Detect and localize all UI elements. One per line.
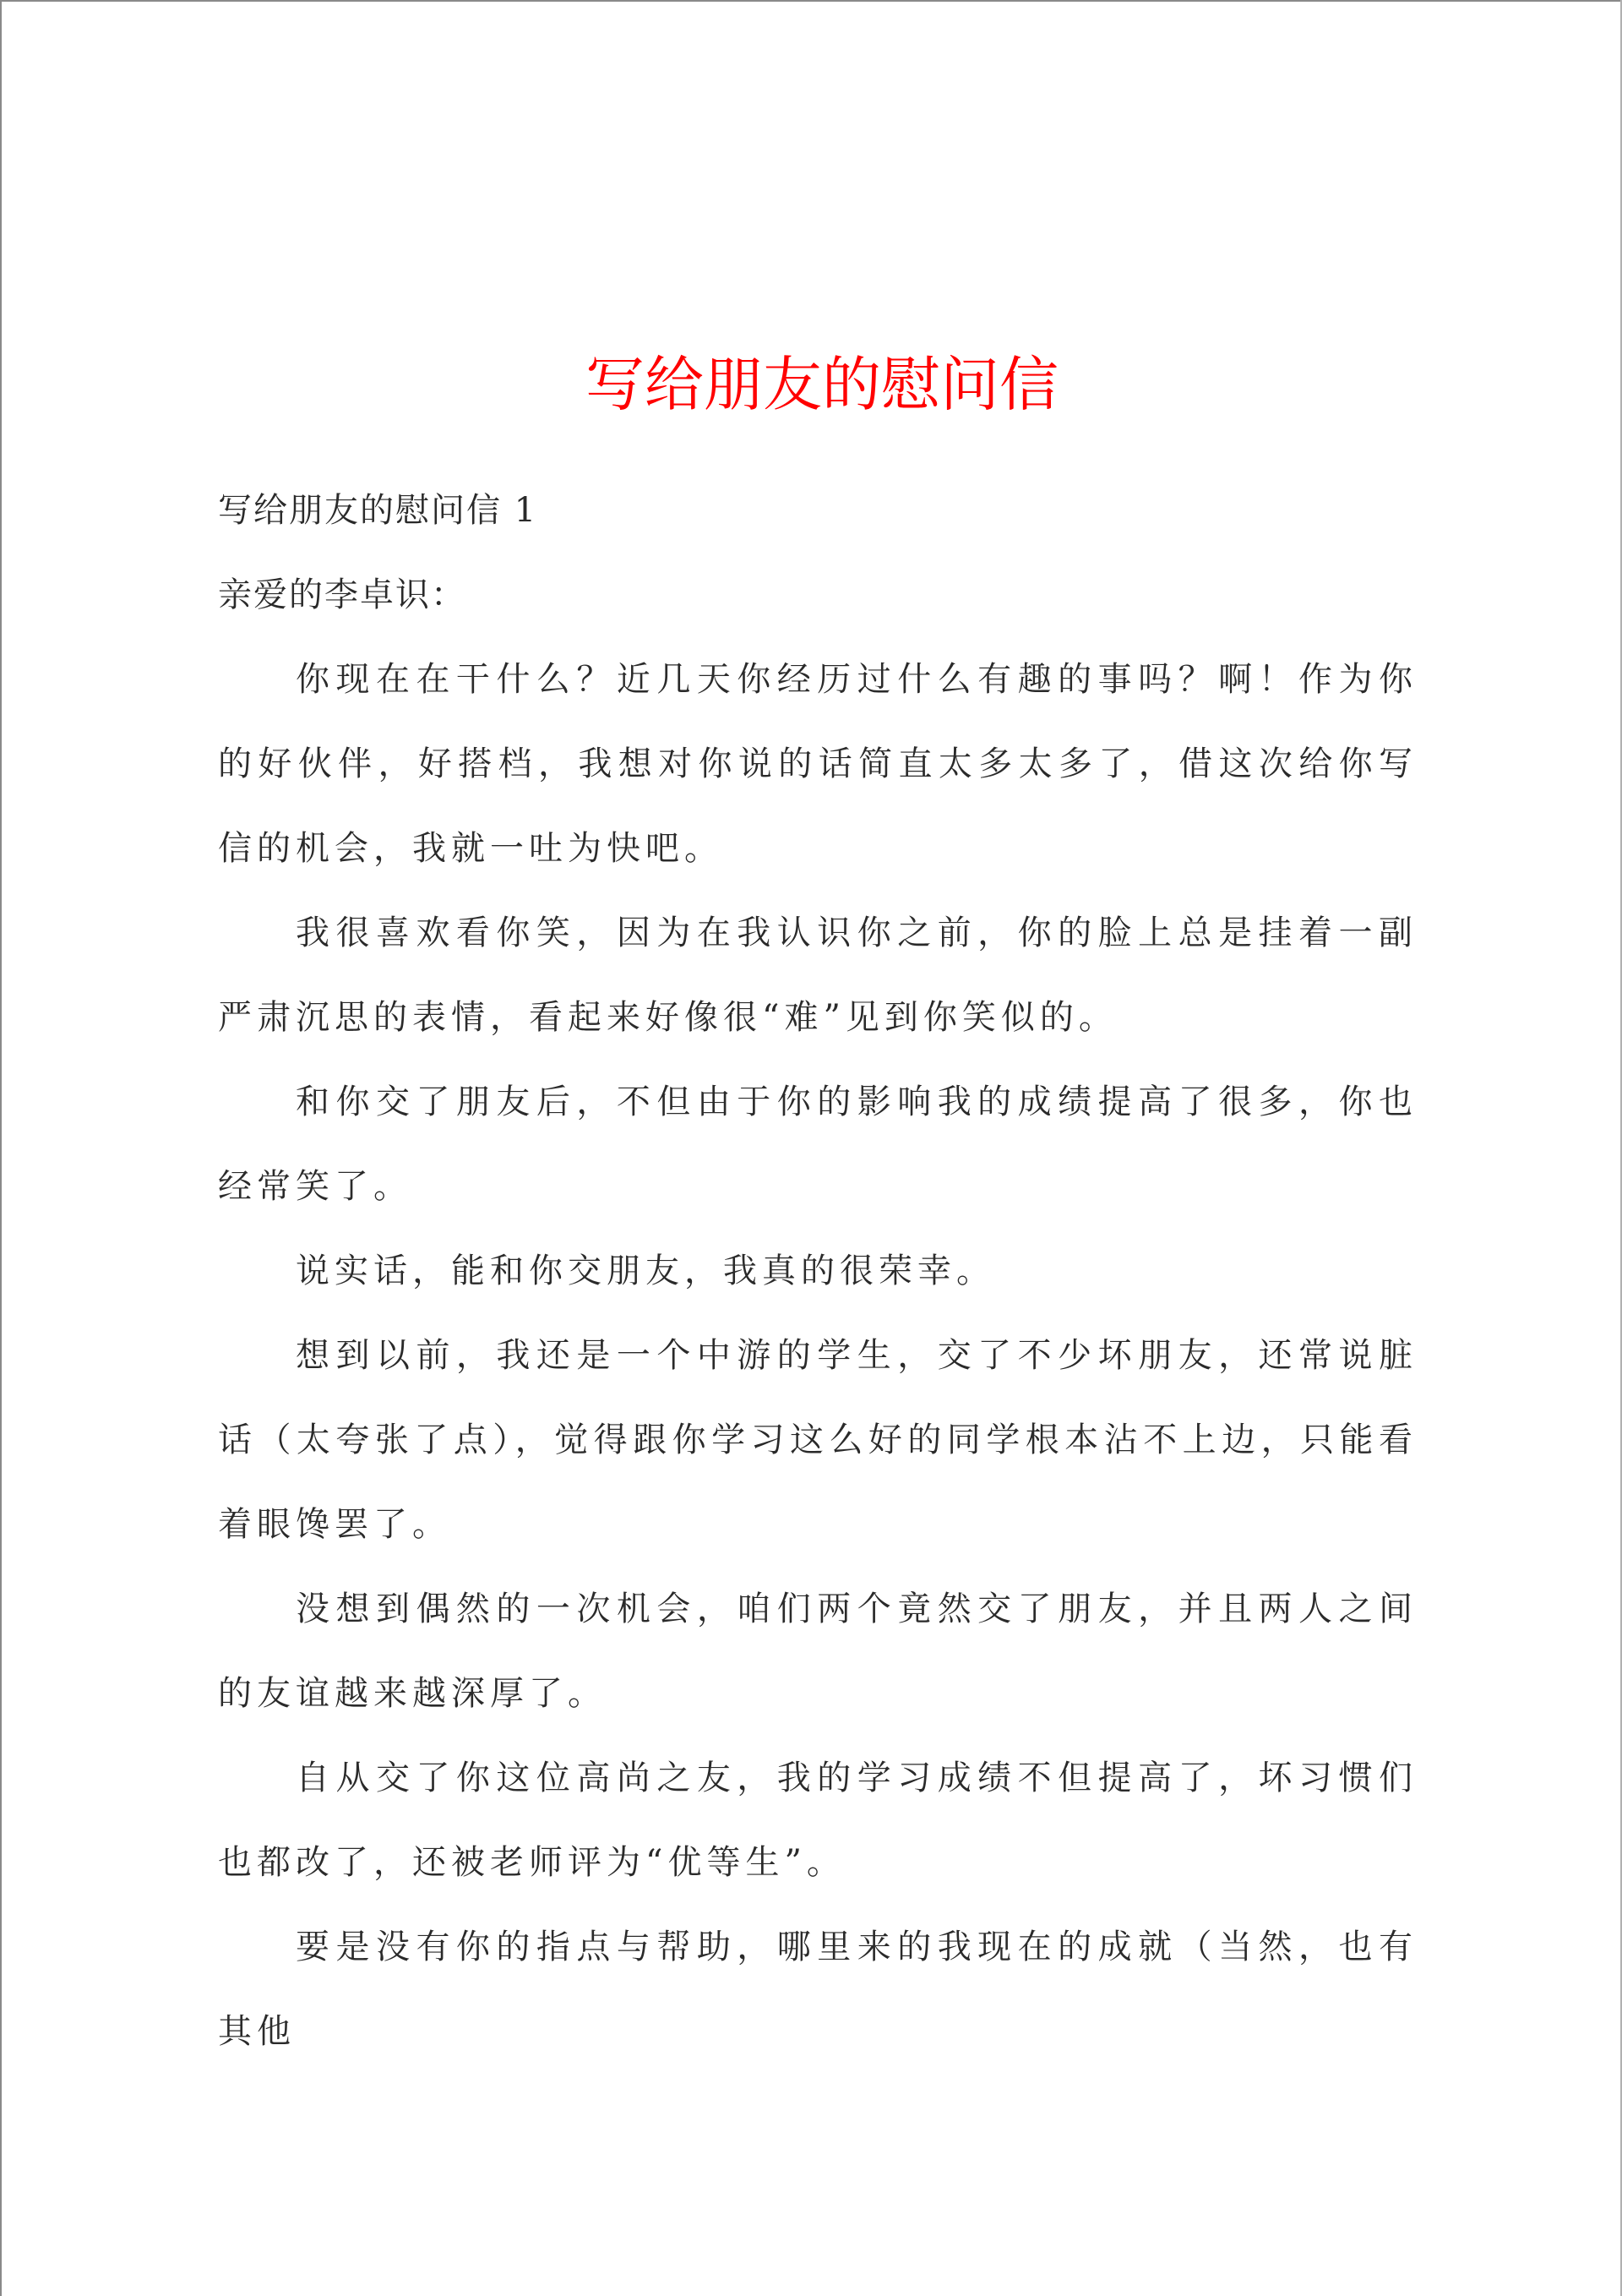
- paragraph-4: 说实话，能和你交朋友，我真的很荣幸。: [296, 1252, 995, 1290]
- document-body: [218, 338, 1418, 2074]
- page-edge-top: [0, 0, 1622, 2]
- paragraph-3: 和你交了朋友后，不但由于你的影响我的成绩提高了很多，你也经常笑了。: [218, 1083, 1418, 1206]
- paragraph-8: 要是没有你的指点与帮助，哪里来的我现在的成就（当然，也有其他: [218, 1928, 1418, 2051]
- page-edge-left: [0, 0, 2, 2296]
- section-heading: 写给朋友的慰问信 1: [218, 491, 538, 530]
- paragraph-1: 你现在在干什么？近几天你经历过什么有趣的事吗？啊！作为你的好伙伴，好搭档，我想对你说的话简直太多太多了，借这次给你写信的机会，我就一吐为快吧。: [218, 660, 1418, 868]
- paragraph-5: 想到以前，我还是一个中游的学生，交了不少坏朋友，还常说脏话（太夸张了点），觉得跟你学习这么好的同学根本沾不上边，只能看着眼馋罢了。: [218, 1336, 1418, 1544]
- paragraph-7: 自从交了你这位高尚之友，我的学习成绩不但提高了，坏习惯们也都改了，还被老师评为“优等生”。: [218, 1759, 1418, 1882]
- document-title: 写给朋友的慰问信: [585, 350, 1059, 419]
- salutation: 亲爱的李卓识：: [218, 575, 466, 614]
- paragraph-2: 我很喜欢看你笑，因为在我认识你之前，你的脸上总是挂着一副严肃沉思的表情，看起来好像很“难”见到你笑似的。: [218, 913, 1418, 1037]
- paragraph-6: 没想到偶然的一次机会，咱们两个竟然交了朋友，并且两人之间的友谊越来越深厚了。: [218, 1590, 1418, 1713]
